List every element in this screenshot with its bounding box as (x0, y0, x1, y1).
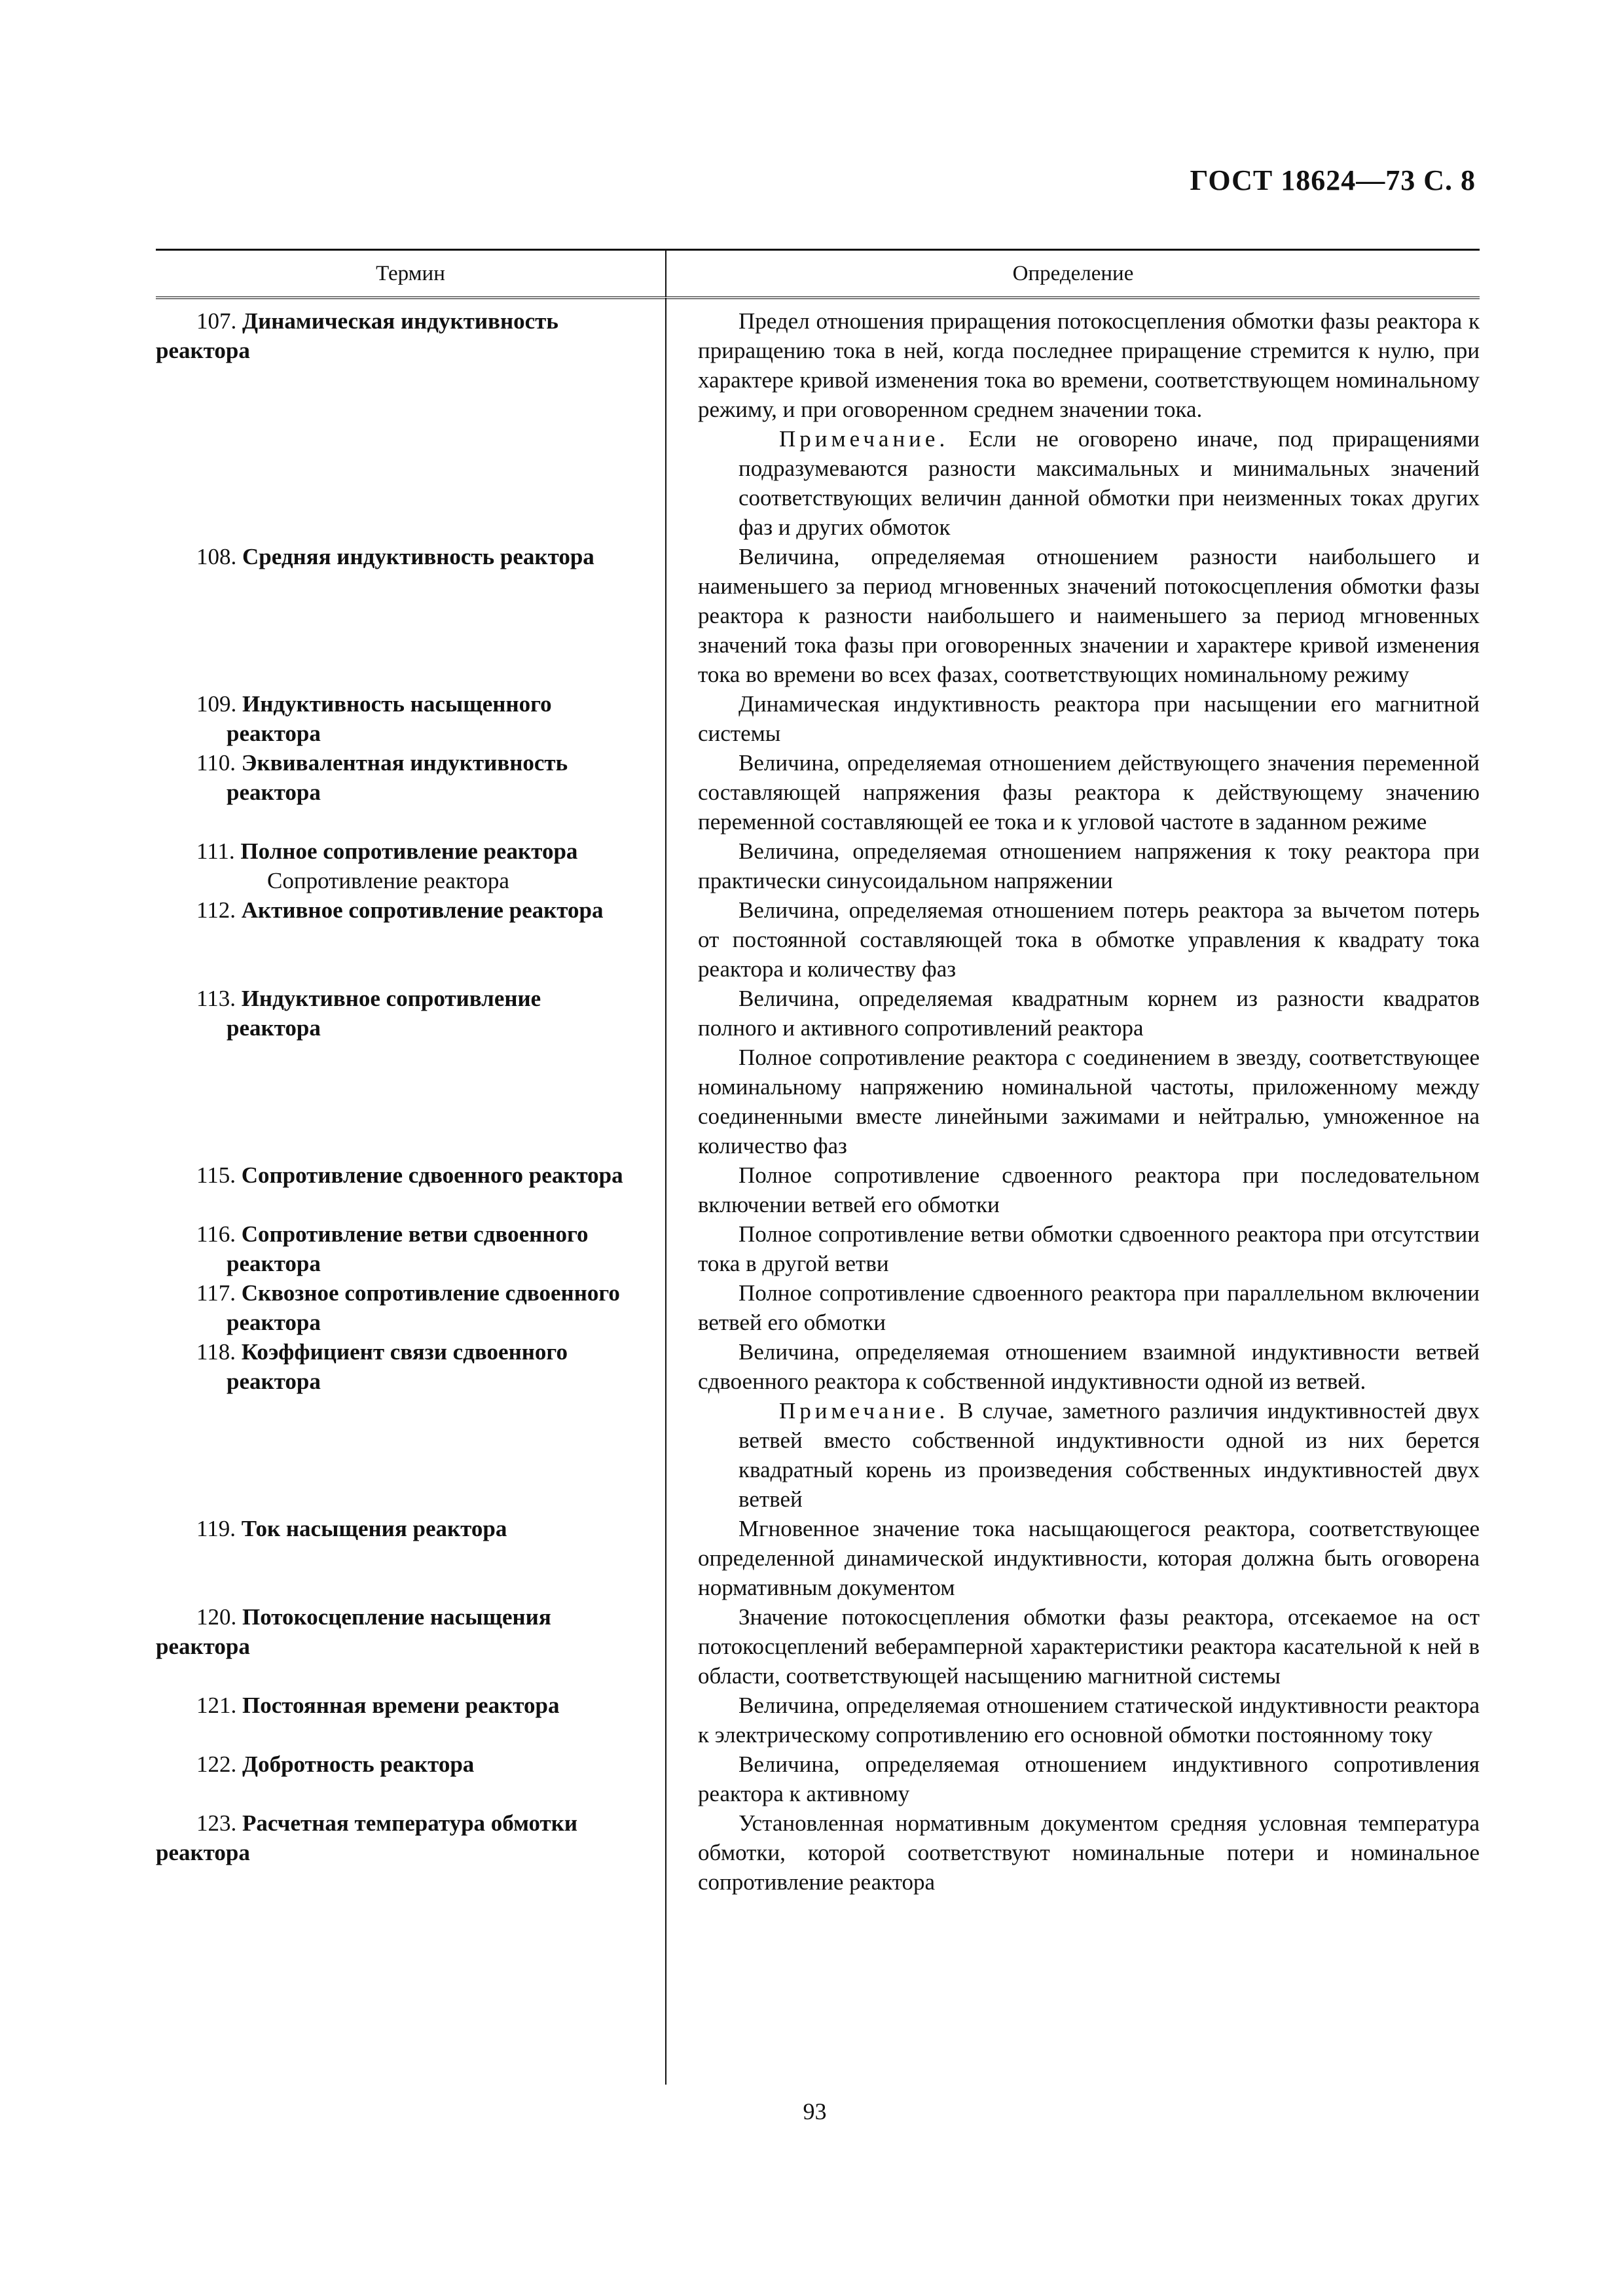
term-cell (156, 689, 665, 748)
definition-text: Величина, определяемая отношением разности наибольшего и наименьшего за период мгновенных значений потокосцепления обмотки фазы реактора к разности наибольшего и наименьшего за период мгновенных значений тока фазы при оговоренных значении и характере кривой изменения тока во времени во всех фазах, соответствующих номинальному режиму (698, 544, 1480, 687)
table-row (156, 1749, 1480, 1808)
definition-cell (665, 1691, 1480, 1749)
definition-cell (665, 1602, 1480, 1691)
term-name: Полное сопротивление реактора (240, 838, 578, 864)
term-number: 115. (196, 1162, 236, 1188)
definition-cell (665, 306, 1480, 542)
term-cell (156, 1160, 665, 1219)
page-number: 93 (803, 2098, 827, 2125)
term-cell (156, 1808, 665, 1897)
term-number: 109. (196, 691, 237, 717)
term-number: 108. (196, 544, 237, 569)
page-header: ГОСТ 18624—73 С. 8 (1190, 164, 1476, 196)
table-row (156, 895, 1480, 984)
term-synonym: Сопротивление реактора (267, 868, 509, 893)
term-number: 117. (196, 1280, 236, 1306)
definition-cell (665, 1219, 1480, 1278)
column-header-definition: Определение (1012, 261, 1134, 285)
term-number: 121. (196, 1693, 237, 1718)
term-number: 119. (196, 1516, 236, 1541)
term-name: Сквозное сопротивление сдвоенного реактора (227, 1280, 620, 1335)
term-number: 112. (196, 897, 236, 923)
term-name: Динамическая индуктивность реактора (156, 308, 558, 363)
term-number: 118. (196, 1339, 236, 1365)
term-cell (156, 895, 665, 984)
table-row (156, 1337, 1480, 1514)
definition-text: Величина, определяемая квадратным корнем из разности квадратов полного и активного сопротивлений реактора (698, 986, 1480, 1041)
definition-cell (665, 1337, 1480, 1514)
term-number: 122. (196, 1751, 237, 1777)
term-cell (156, 1602, 665, 1691)
term-cell (156, 1691, 665, 1749)
table-row (156, 1514, 1480, 1602)
term-name: Сопротивление сдвоенного реактора (241, 1162, 623, 1188)
table-row (156, 748, 1480, 836)
definition-cell (665, 1160, 1480, 1219)
term-name: Постоянная времени реактора (242, 1693, 560, 1718)
definition-cell (665, 748, 1480, 836)
term-cell (156, 1278, 665, 1337)
definition-text: Величина, определяемая отношением потерь реактора за вычетом потерь от постоянной составляющей тока в обмотке управления к квадрату тока реактора и количеству фаз (698, 897, 1480, 982)
column-header-term: Термин (156, 251, 666, 296)
term-name: Расчетная температура обмотки реактора (156, 1810, 578, 1865)
definition-cell (665, 689, 1480, 748)
table-row (156, 1278, 1480, 1337)
term-name: Индуктивное сопротивление реактора (227, 986, 541, 1041)
term-name: Ток насыщения реактора (241, 1516, 507, 1541)
definition-cell (665, 895, 1480, 984)
definition-text: Величина, определяемая отношением индуктивного сопротивления реактора к активному (698, 1751, 1480, 1806)
table-row (156, 1691, 1480, 1749)
definition-cell (665, 984, 1480, 1160)
definition-text: Установленная нормативным документом средняя условная температура обмотки, которой соответствуют номинальные потери и номинальное сопротивление реактора (698, 1810, 1480, 1895)
table-row (156, 542, 1480, 689)
definition-text: Мгновенное значение тока насыщающегося реактора, соответствующее определенной динамической индуктивности, которая должна быть оговорена нормативным документом (698, 1516, 1480, 1600)
definition-text: Полное сопротивление сдвоенного реактора при параллельном включении ветвей его обмотки (698, 1280, 1480, 1335)
definition-cell (665, 836, 1480, 895)
term-number: 116. (196, 1221, 236, 1247)
definition-note (698, 1396, 1480, 1514)
term-name: Эквивалентная индуктивность реактора (227, 750, 568, 805)
table-row (156, 1160, 1480, 1219)
term-cell (156, 306, 665, 542)
terms-table-body (156, 306, 1480, 1897)
term-name: Потокосцепление насыщения реактора (156, 1604, 551, 1659)
term-name: Сопротивление ветви сдвоенного реактора (227, 1221, 589, 1276)
term-cell (156, 1749, 665, 1808)
definition-cell (665, 1278, 1480, 1337)
definition-text: Величина, определяемая отношением напряжения к току реактора при практически синусоидальном напряжении (698, 838, 1480, 893)
definition-cell (665, 1749, 1480, 1808)
term-name: Коэффициент связи сдвоенного реактора (227, 1339, 568, 1394)
table-row (156, 306, 1480, 542)
definition-note (698, 424, 1480, 542)
definition-text: Значение потокосцепления обмотки фазы реактора, отсекаемое на ост потокосцеплений веберамперной характеристики реактора касательной к ней в области, соответствующей насыщению магнитной системы (698, 1604, 1480, 1689)
definition-text: Величина, определяемая отношением статической индуктивности реактора к электрическому сопротивлению его основной обмотки постоянному току (698, 1693, 1480, 1748)
definition-cell (665, 1808, 1480, 1897)
note-label: Примечание. (779, 426, 949, 452)
definition-text: Полное сопротивление сдвоенного реактора при последовательном включении ветвей его обмотки (698, 1162, 1480, 1217)
table-row (156, 984, 1480, 1160)
term-cell (156, 1337, 665, 1514)
table-row (156, 836, 1480, 895)
table-row (156, 1219, 1480, 1278)
table-row (156, 1808, 1480, 1897)
term-cell (156, 1514, 665, 1602)
term-name: Добротность реактора (242, 1751, 475, 1777)
definition-text: Величина, определяемая отношением взаимной индуктивности ветвей сдвоенного реактора к собственной индуктивности одной из ветвей. (698, 1339, 1480, 1394)
term-number: 110. (196, 750, 236, 776)
term-cell (156, 984, 665, 1160)
term-cell (156, 1219, 665, 1278)
term-name: Средняя индуктивность реактора (242, 544, 594, 569)
definition-text: Предел отношения приращения потокосцепления обмотки фазы реактора к приращению тока в ней, когда последнее приращение стремится к нулю, при характере кривой изменения тока во времени, соответствующем номинальному режиму, и при оговоренном среднем значении тока. (698, 308, 1480, 422)
definition-text: Полное сопротивление реактора с соединением в звезду, соответствующее номинальному напряжению номинальной частоты, приложенному между соединенными вместе линейными зажимами и нейтралью, умноженное на количество фаз (698, 1045, 1480, 1158)
term-number: 120. (196, 1604, 237, 1630)
term-cell (156, 836, 665, 895)
table-header (156, 249, 1480, 299)
term-name: Индуктивность насыщенного реактора (227, 691, 552, 746)
term-name: Активное сопротивление реактора (241, 897, 604, 923)
definition-cell (665, 542, 1480, 689)
term-cell (156, 748, 665, 836)
definition-text: Динамическая индуктивность реактора при насыщении его магнитной системы (698, 691, 1480, 746)
term-cell (156, 542, 665, 689)
note-text: В случае, заметного различия индуктивностей двух ветвей вместо собственной индуктивности одной из них берется квадратный корень из произведения собственных индуктивностей двух ветвей (739, 1398, 1480, 1512)
table-row (156, 1602, 1480, 1691)
definition-text: Полное сопротивление ветви обмотки сдвоенного реактора при отсутствии тока в другой ветви (698, 1221, 1480, 1276)
term-number: 111. (196, 838, 235, 864)
table-row (156, 689, 1480, 748)
term-number: 107. (196, 308, 237, 334)
note-label: Примечание. (779, 1398, 949, 1424)
note-text: Если не оговорено иначе, под приращениями подразумеваются разности максимальных и минимальных значений соответствующих величин данной обмотки при неизменных токах других фаз и других обмоток (739, 426, 1480, 540)
definition-cell (665, 1514, 1480, 1602)
term-number: 123. (196, 1810, 237, 1836)
term-number: 113. (196, 986, 236, 1011)
definition-text: Величина, определяемая отношением действующего значения переменной составляющей напряжения фазы реактора к действующему значению переменной составляющей ее тока и к угловой частоте в заданном режиме (698, 750, 1480, 834)
